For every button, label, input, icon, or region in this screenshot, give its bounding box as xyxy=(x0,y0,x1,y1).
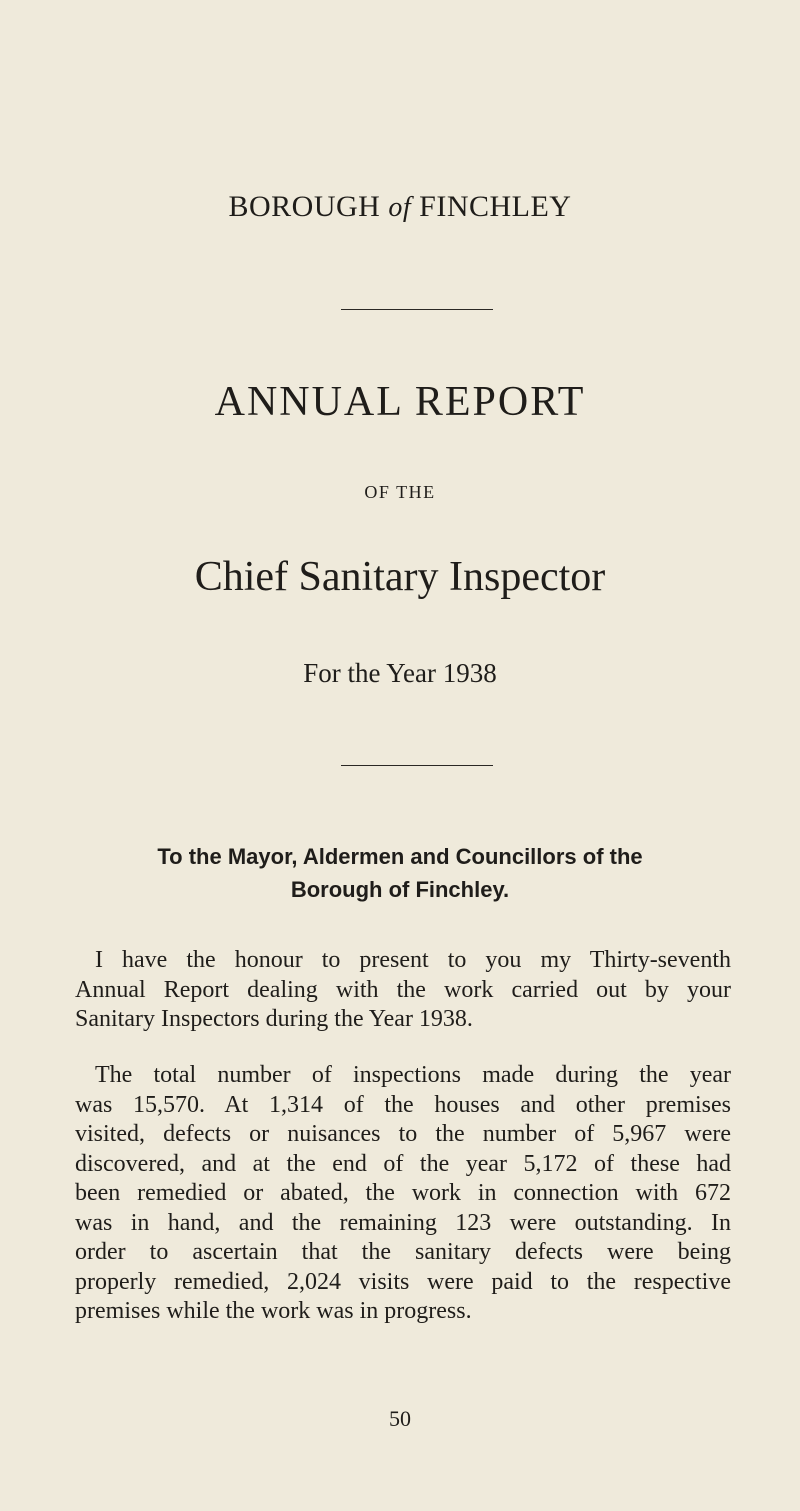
paragraph-line: Annual Report dealing with the work carried out by your xyxy=(75,976,731,1003)
paragraph-inspections xyxy=(75,1061,731,1327)
borough-of: of xyxy=(388,192,412,223)
borough-heading xyxy=(0,190,800,224)
paragraph-line: I have the honour to present to you my Thirty-seventh xyxy=(95,947,731,973)
paragraph-line: The total number of inspections made during the year xyxy=(95,1062,731,1088)
of-the-label: OF THE xyxy=(364,482,436,502)
salutation-line-2: Borough of Finchley. xyxy=(290,877,510,902)
borough-prefix: BOROUGH xyxy=(228,190,381,223)
report-year: For the Year 1938 xyxy=(303,658,497,688)
page-number: 50 xyxy=(389,1406,411,1431)
divider-rule-top xyxy=(341,309,493,310)
paragraph-line: been remedied or abated, the work in connection with 672 xyxy=(75,1180,731,1206)
paragraph-line: Sanitary Inspectors during the Year 1938. xyxy=(75,1006,473,1032)
paragraph-line: was 15,570. At 1,314 of the houses and other premises xyxy=(75,1091,731,1118)
paragraph-line: properly remedied, 2,024 visits were paid to the respective xyxy=(75,1268,731,1295)
paragraph-intro xyxy=(75,946,731,1035)
paragraph-line: was in hand, and the remaining 123 were outstanding. In xyxy=(75,1209,731,1236)
paragraph-line: discovered, and at the end of the year 5,172 of these had xyxy=(75,1150,731,1177)
paragraph-line: premises while the work was in progress. xyxy=(75,1298,472,1324)
report-title: ANNUAL REPORT xyxy=(214,379,586,425)
borough-name: FINCHLEY xyxy=(419,190,572,223)
salutation-line-1: To the Mayor, Aldermen and Councillors of the xyxy=(157,844,643,869)
paragraph-line: visited, defects or nuisances to the number of 5,967 were xyxy=(75,1121,731,1147)
office-title: Chief Sanitary Inspector xyxy=(194,554,606,600)
divider-rule-bottom xyxy=(341,765,493,766)
salutation xyxy=(0,840,800,906)
paragraph-line: order to ascertain that the sanitary defects were being xyxy=(75,1239,731,1265)
